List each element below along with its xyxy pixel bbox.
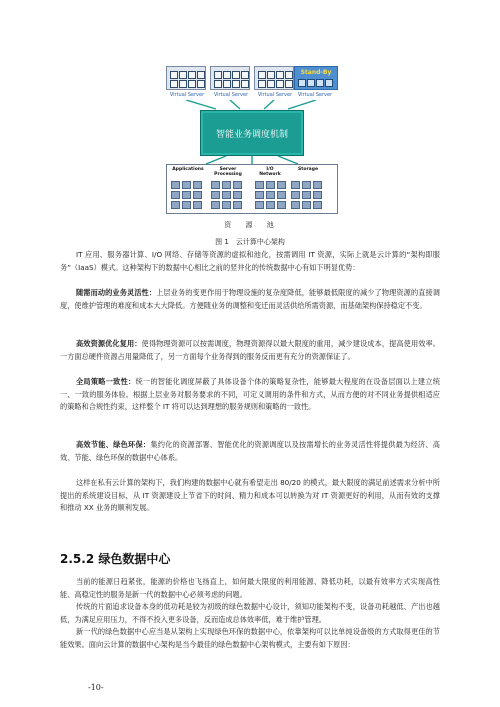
resource-block — [233, 201, 242, 209]
text-green: 集约化的资源部署、智能优化的资源调度以及按需增长的业务灵活性将提供最为经济、高效、节能、绿色环保的数据中心体系。 — [60, 440, 440, 462]
virtual-server-row — [166, 66, 338, 100]
resource-block — [233, 191, 242, 199]
pool-header-applications: Applications — [172, 167, 204, 172]
resource-block — [277, 201, 286, 209]
resource-block — [302, 191, 311, 199]
pool-header-storage: Storage — [297, 167, 318, 172]
resource-block — [211, 191, 220, 199]
resource-block — [193, 201, 202, 209]
resource-block — [266, 181, 275, 189]
paragraph-flexibility — [60, 287, 440, 312]
server-box — [166, 66, 206, 90]
paragraph-reuse — [60, 338, 440, 363]
paragraph-intro: IT 应用、服务器计算、I/O 网络、存储等资源的虚拟和池化，按需调用 IT 资源，实际上就是云计算的“架构即服务”（IaaS）模式。这种架构下的数据中心相比之前的竖井化的传统数据中心有如下明显优势： — [60, 250, 440, 272]
heading-reuse: 高效资源优化复用： — [76, 339, 142, 348]
resource-block — [266, 201, 275, 209]
paragraph-energy: 当前的能源日趋紧张，能源的价格也飞扬直上，如何最大限度的利用能源、降低功耗，以最有效率方式实现高性能、高稳定性的服务是新一代的数据中心必须考虑的问题。 — [60, 577, 440, 599]
resource-block — [222, 191, 231, 199]
text-flexibility: 上层业务的变更作用于物理设施的复杂度降低，能够最低限度的减少了物理资源的直接调度，使维护管理的难度和成本大大降低。方便随业务的调整和变迁而灵活供给所需资源，而基础架构保持稳定不变。 — [60, 288, 440, 310]
resource-block — [255, 201, 264, 209]
paragraph-consistency — [60, 376, 440, 414]
resource-block — [171, 201, 180, 209]
cloud-architecture-figure — [166, 66, 338, 236]
resource-block — [233, 181, 242, 189]
resource-block — [313, 201, 322, 209]
resource-pool-box — [166, 164, 338, 214]
resource-block — [222, 201, 231, 209]
resource-block — [171, 191, 180, 199]
virtual-server-label: Virtual Server — [213, 92, 249, 98]
virtual-server-label: Virtual Server — [297, 92, 333, 98]
resource-block — [277, 191, 286, 199]
resource-block — [182, 201, 191, 209]
connector-arrows — [166, 100, 338, 110]
heading-consistency: 全局策略一致性： — [76, 377, 136, 386]
virtual-server-1 — [166, 66, 206, 100]
resource-block — [171, 181, 180, 189]
virtual-server-label: Virtual Server — [257, 92, 293, 98]
resource-block — [291, 191, 300, 199]
virtual-server-2 — [210, 66, 250, 100]
pool-header-io: I/O Network — [259, 167, 281, 177]
resource-block — [182, 191, 191, 199]
pool-connector — [166, 156, 338, 164]
resource-block — [222, 181, 231, 189]
section-heading: 2.5.2 绿色数据中心 — [60, 552, 171, 566]
resource-block — [302, 201, 311, 209]
paragraph-summary: 这样在私有云计算的架构下，我们构建的数据中心就有希望走出 80/20 的模式，最大限度的满足前述需求分析中所提出的系统建设目标，从 IT 资源建设上节省下的时间、精力和成本可以转换为对 IT 资源更好的利用，从而有效的支撑和推动 XX 业务的顺利发展。 — [60, 478, 440, 513]
pool-header-server: Server Processing — [214, 167, 242, 177]
heading-green: 高效节能、绿色环保： — [76, 440, 151, 449]
resource-block — [266, 191, 275, 199]
text-consistency: 统一的智能化调度屏蔽了具体设备个体的策略复杂性，能够最大程度的在设备层面以上建立统一、一致的服务体验。根据上层业务对服务要求的不同，可定义调用的条件和方式，从而方便的对不同业务提供相适应的策略和合规性约束，这样整个 IT 将可以达到理想的服务规则和策略的一致性。 — [60, 377, 440, 412]
paragraph-green — [60, 439, 440, 464]
virtual-server-3 — [254, 66, 294, 100]
resource-block — [313, 181, 322, 189]
virtual-server-label: Virtual Server — [169, 92, 205, 98]
resource-block — [193, 181, 202, 189]
text-reuse: 使得物理资源可以按需调度，物理资源得以最大限度的重用，减少建设成本，提高使用效率。一方面总硬件资源占用量降低了，另一方面每个业务得到的服务反而更有充分的资源保证了。 — [60, 339, 440, 361]
standby-title: Stand-By — [300, 69, 332, 76]
resource-block — [255, 181, 264, 189]
server-box — [210, 66, 250, 90]
resource-block — [182, 181, 191, 189]
paragraph-newgen: 新一代的绿色数据中心应当是从架构上实现绿色环保的数据中心，依靠架构可以比单纯设备级的方式取得更佳的节能效果。面向云计算的数据中心架构是当今最佳的绿色数据中心架构模式，主要有如下原因： — [60, 627, 440, 649]
resource-block — [277, 181, 286, 189]
page-number: -10- — [88, 683, 104, 692]
hub-title: 智能业务调度机制 — [215, 130, 288, 140]
figure-caption: 图 1 云计算中心架构 — [215, 238, 285, 246]
resource-block — [313, 191, 322, 199]
server-box — [254, 66, 294, 90]
resource-block — [255, 191, 264, 199]
resource-block — [291, 201, 300, 209]
resource-block — [211, 201, 220, 209]
resource-block — [291, 181, 300, 189]
resource-block — [302, 181, 311, 189]
heading-flexibility: 随需而动的业务灵活性： — [76, 288, 157, 297]
resource-pool-label: 资 源 池 — [224, 221, 280, 229]
resource-block — [193, 191, 202, 199]
paragraph-traditional: 传统的片面追求设备本身的低功耗是较为初级的绿色数据中心设计，须知功能架构不变，设备功耗越低、产出也越低，为满足应用压力，不得不投入更多设备，反而造成总体效率低，难于维护管理。 — [60, 602, 440, 624]
scheduling-mechanism-box — [200, 110, 304, 156]
standby-server — [294, 66, 338, 90]
resource-block — [211, 181, 220, 189]
